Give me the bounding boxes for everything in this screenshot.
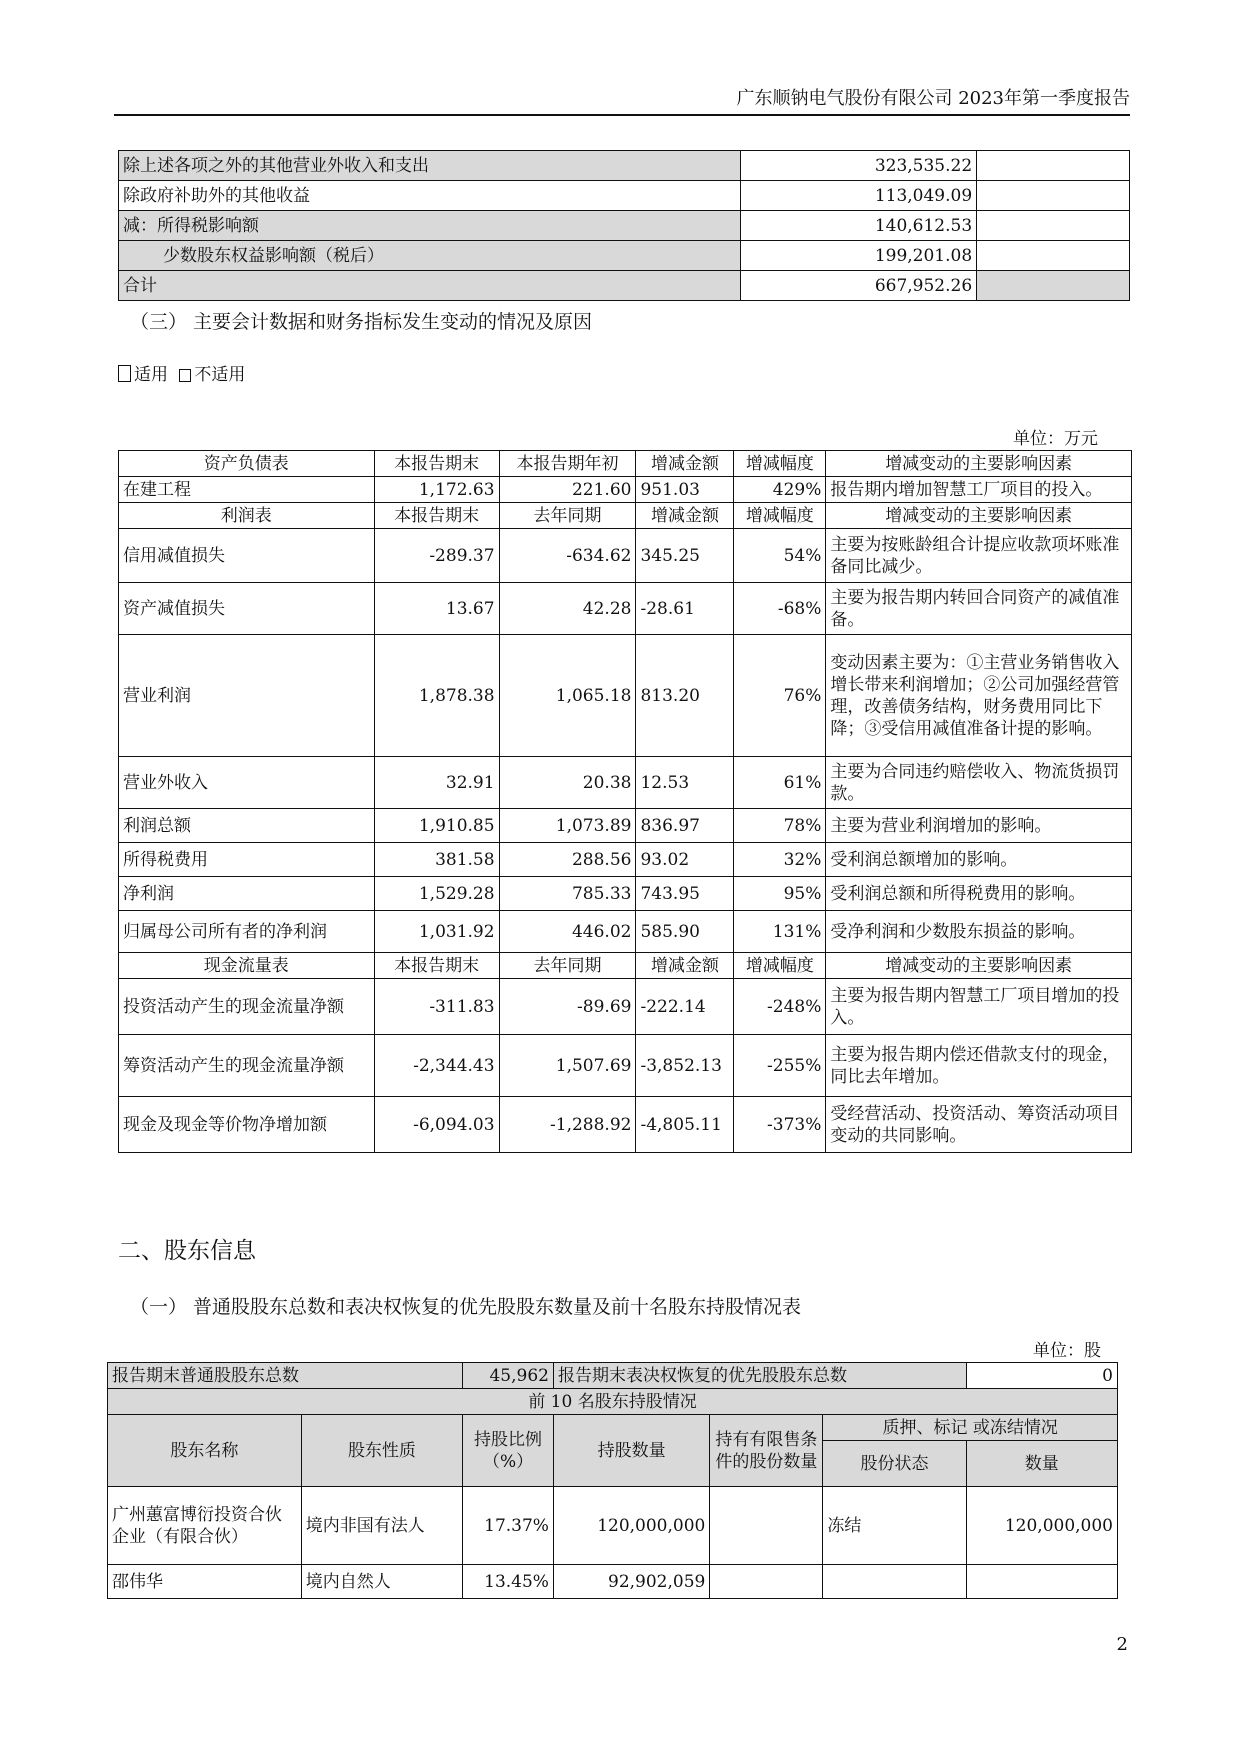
preferred-shareholders-value: 0 [966,1363,1117,1389]
change-reason: 受经营活动、投资活动、筹资活动项目变动的共同影响。 [826,1097,1132,1153]
change-reason: 报告期内增加智慧工厂项目的投入。 [826,477,1132,503]
change-amount: 93.02 [636,843,734,877]
header-name: 股东名称 [108,1415,302,1487]
column-header: 资产负债表 [119,451,375,477]
table-row [119,583,1132,635]
table-row [119,1097,1132,1153]
previous-value: 1,073.89 [499,809,636,843]
row-note [977,151,1130,181]
header-nature: 股东性质 [301,1415,462,1487]
table-row [119,911,1132,953]
change-reason: 主要为报告期内转回合同资产的减值准备。 [826,583,1132,635]
checkbox-applicable[interactable] [118,365,131,382]
current-value: 1,529.28 [374,877,499,911]
shareholder-nature: 境内自然人 [301,1565,462,1599]
row-value: 199,201.08 [741,241,977,271]
column-header: 增减变动的主要影响因素 [826,953,1132,979]
change-reason: 主要为合同违约赔偿收入、物流货损罚款。 [826,757,1132,809]
shareholder-name: 邵伟华 [108,1565,302,1599]
column-header: 增减幅度 [734,503,826,529]
row-note [977,181,1130,211]
table-header-row [119,451,1132,477]
column-header: 本报告期年初 [499,451,636,477]
table-row [119,809,1132,843]
change-reason: 变动因素主要为：①主营业务销售收入增长带来利润增加；②公司加强经营管理，改善债务结构，财务费用同比下降；③受信用减值准备计提的影响。 [826,635,1132,757]
total-shareholders-value: 45,962 [463,1363,554,1389]
table-row [119,757,1132,809]
previous-value: 221.60 [499,477,636,503]
change-ratio: 76% [734,635,826,757]
header-status: 股份状态 [823,1441,966,1487]
item-name: 营业利润 [119,635,375,757]
table-row [108,1565,1118,1599]
change-reason: 受利润总额和所得税费用的影响。 [826,877,1132,911]
item-name: 筹资活动产生的现金流量净额 [119,1035,375,1097]
change-reason: 受净利润和少数股东损益的影响。 [826,911,1132,953]
label-applicable: 适用 [134,365,168,385]
current-value: -2,344.43 [374,1035,499,1097]
previous-value: 20.38 [499,757,636,809]
column-header: 增减幅度 [734,451,826,477]
column-header: 本报告期末 [374,503,499,529]
shareholder-ratio: 13.45% [463,1565,554,1599]
column-header: 本报告期末 [374,953,499,979]
change-ratio: 95% [734,877,826,911]
row-value: 113,049.09 [741,181,977,211]
previous-value: -89.69 [499,979,636,1035]
column-header: 增减变动的主要影响因素 [826,503,1132,529]
shareholder-nature: 境内非国有法人 [301,1487,462,1565]
current-value: 32.91 [374,757,499,809]
previous-value: 446.02 [499,911,636,953]
item-name: 资产减值损失 [119,583,375,635]
preferred-shareholders-label: 报告期末表决权恢复的优先股股东总数 [553,1363,966,1389]
row-label: 除政府补助外的其他收益 [119,181,741,211]
shareholders-table [107,1362,1118,1599]
changes-table [118,450,1132,1153]
change-amount: 345.25 [636,529,734,583]
table-header-row [108,1415,1118,1441]
table-row [119,979,1132,1035]
column-header: 增减金额 [636,503,734,529]
current-value: 1,910.85 [374,809,499,843]
change-reason: 主要为按账龄组合计提应收款项坏账准备同比减少。 [826,529,1132,583]
change-reason: 主要为报告期内智慧工厂项目增加的投入。 [826,979,1132,1035]
previous-value: -1,288.92 [499,1097,636,1153]
previous-value: 42.28 [499,583,636,635]
column-header: 增减幅度 [734,953,826,979]
item-name: 信用减值损失 [119,529,375,583]
previous-value: 785.33 [499,877,636,911]
table-row [119,271,1130,301]
checkbox-not-applicable[interactable] [179,369,191,382]
section-three-title: （三） 主要会计数据和财务指标发生变动的情况及原因 [130,311,593,333]
row-note [977,271,1130,301]
change-ratio: 131% [734,911,826,953]
current-value: 13.67 [374,583,499,635]
item-name: 所得税费用 [119,843,375,877]
item-name: 净利润 [119,877,375,911]
item-name: 营业外收入 [119,757,375,809]
table-row [119,635,1132,757]
shareholder-amount: 120,000,000 [966,1487,1117,1565]
column-header: 现金流量表 [119,953,375,979]
change-ratio: -373% [734,1097,826,1153]
change-reason: 主要为报告期内偿还借款支付的现金，同比去年增加。 [826,1035,1132,1097]
unit-label: 单位：万元 [1013,429,1098,449]
change-amount: 12.53 [636,757,734,809]
previous-value: 1,065.18 [499,635,636,757]
item-name: 现金及现金等价物净增加额 [119,1097,375,1153]
current-value: 1,031.92 [374,911,499,953]
shareholder-quantity: 120,000,000 [553,1487,709,1565]
previous-value: -634.62 [499,529,636,583]
change-amount: 813.20 [636,635,734,757]
column-header: 利润表 [119,503,375,529]
header-ratio: 持股比例（%） [463,1415,554,1487]
table-row [119,877,1132,911]
table-row [119,211,1130,241]
section-one-title: （一） 普通股股东总数和表决权恢复的优先股股东数量及前十名股东持股情况表 [130,1296,802,1318]
change-amount: 836.97 [636,809,734,843]
table-header-row [119,503,1132,529]
item-name: 在建工程 [119,477,375,503]
shareholder-amount [966,1565,1117,1599]
table-row [119,477,1132,503]
header-quantity: 持股数量 [553,1415,709,1487]
table-row [119,151,1130,181]
non-recurring-table [118,150,1130,301]
shareholder-status: 冻结 [823,1487,966,1565]
column-header: 增减金额 [636,451,734,477]
change-ratio: -68% [734,583,826,635]
shareholder-quantity: 92,902,059 [553,1565,709,1599]
change-amount: -28.61 [636,583,734,635]
table-row [108,1363,1118,1389]
row-value: 323,535.22 [741,151,977,181]
shareholder-restricted [710,1565,823,1599]
row-note [977,241,1130,271]
shareholder-restricted [710,1487,823,1565]
change-amount: 743.95 [636,877,734,911]
row-value: 140,612.53 [741,211,977,241]
item-name: 归属母公司所有者的净利润 [119,911,375,953]
header-amount: 数量 [966,1441,1117,1487]
shareholder-ratio: 17.37% [463,1487,554,1565]
change-ratio: 61% [734,757,826,809]
current-value: -6,094.03 [374,1097,499,1153]
table-row [119,1035,1132,1097]
column-header: 本报告期末 [374,451,499,477]
page-number: 2 [1116,1634,1128,1655]
header-pledge: 质押、标记 或冻结情况 [823,1415,1118,1441]
table-row [119,181,1130,211]
shareholder-name: 广州蕙富博衍投资合伙企业（有限合伙） [108,1487,302,1565]
change-amount: 585.90 [636,911,734,953]
column-header: 增减变动的主要影响因素 [826,451,1132,477]
applicability-options [118,360,245,385]
label-not-applicable: 不适用 [194,365,246,385]
current-value: 1,172.63 [374,477,499,503]
table-row [119,529,1132,583]
change-amount: -4,805.11 [636,1097,734,1153]
current-value: 381.58 [374,843,499,877]
previous-value: 1,507.69 [499,1035,636,1097]
header-divider [114,114,1130,116]
change-ratio: 78% [734,809,826,843]
item-name: 投资活动产生的现金流量净额 [119,979,375,1035]
table-row [108,1487,1118,1565]
change-ratio: 32% [734,843,826,877]
previous-value: 288.56 [499,843,636,877]
change-amount: 951.03 [636,477,734,503]
row-value: 667,952.26 [741,271,977,301]
top10-title: 前 10 名股东持股情况 [108,1389,1118,1415]
row-label: 合计 [119,271,741,301]
current-value: -311.83 [374,979,499,1035]
change-reason: 受利润总额增加的影响。 [826,843,1132,877]
current-value: 1,878.38 [374,635,499,757]
change-ratio: 54% [734,529,826,583]
change-reason: 主要为营业利润增加的影响。 [826,809,1132,843]
section-two-title: 二、股东信息 [118,1238,256,1264]
header-restricted: 持有有限售条件的股份数量 [710,1415,823,1487]
table-header-row [119,953,1132,979]
row-label: 除上述各项之外的其他营业外收入和支出 [119,151,741,181]
change-amount: -222.14 [636,979,734,1035]
column-header: 增减金额 [636,953,734,979]
shareholder-status [823,1565,966,1599]
change-ratio: -248% [734,979,826,1035]
change-ratio: 429% [734,477,826,503]
table-row [119,843,1132,877]
change-amount: -3,852.13 [636,1035,734,1097]
total-shareholders-label: 报告期末普通股股东总数 [108,1363,463,1389]
table-row [108,1389,1118,1415]
column-header: 去年同期 [499,953,636,979]
item-name: 利润总额 [119,809,375,843]
row-note [977,211,1130,241]
row-label: 减：所得税影响额 [119,211,741,241]
change-ratio: -255% [734,1035,826,1097]
unit-label-shares: 单位：股 [1033,1341,1101,1361]
column-header: 去年同期 [499,503,636,529]
row-label: 少数股东权益影响额（税后） [119,241,741,271]
current-value: -289.37 [374,529,499,583]
page-header: 广东顺钠电气股份有限公司 2023年第一季度报告 [736,88,1130,109]
table-row [119,241,1130,271]
